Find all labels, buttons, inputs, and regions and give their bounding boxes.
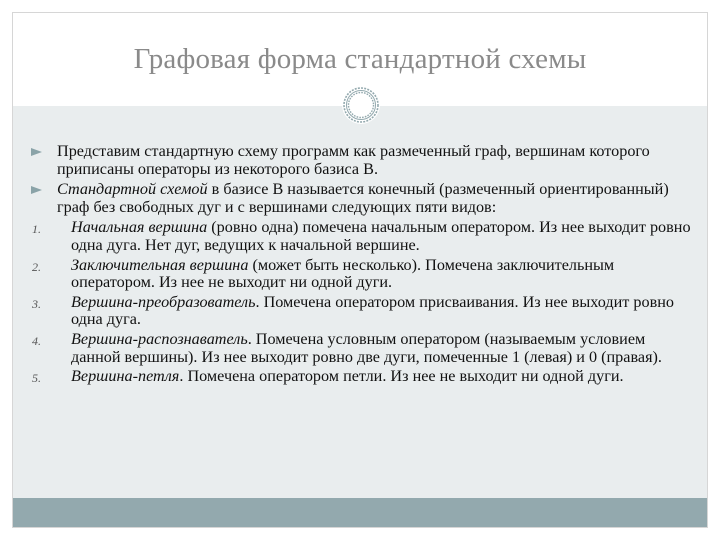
item-text: . Помечена оператором петли. Из нее не выходит ни одной дуги. (179, 367, 624, 386)
item-term: Вершина-распознаватель (71, 329, 248, 348)
item-number: 2. (32, 259, 41, 274)
bullet-item (27, 181, 695, 216)
numbered-item (27, 257, 695, 292)
bullet-icon (31, 186, 42, 194)
item-term: Вершина-преобразователь (71, 292, 256, 311)
numbered-item (27, 368, 695, 386)
item-text: . Помечена условным оператором (называемым условием данной вершины). Из нее выходит ровно две дуги, помеченные 1 (левая) и 0 (правая). (71, 329, 662, 366)
bullet-icon (31, 148, 42, 156)
item-number: 4. (32, 333, 41, 348)
item-term: Вершина-петля (71, 367, 180, 386)
item-text: (ровно одна) помечена начальным оператором. Из нее выходит ровно одна дуга. Нет дуг, ведущих к начальной вершине. (71, 218, 691, 254)
numbered-item (27, 294, 695, 329)
circle-ornament-icon (341, 85, 381, 125)
item-text: . Помечена оператором присваивания. Из нее выходит ровно одна дуга. (71, 292, 675, 329)
bullet-item (27, 143, 695, 178)
numbered-item (27, 219, 695, 254)
item-number: 3. (32, 296, 41, 311)
numbered-item (27, 331, 695, 366)
bottom-bar (13, 498, 707, 527)
item-number: 5. (32, 371, 41, 386)
bullet-text: в базисе B называется конечный (размеченный ориентированный) граф без свободных дуг и с вершинами следующих пяти видов: (57, 180, 669, 216)
slide-title: Графовая форма стандартной схемы (133, 43, 587, 75)
item-number: 1. (32, 222, 41, 237)
bullet-emphasis: Стандартной схемой (57, 180, 208, 199)
item-text: (может быть несколько). Помечена заключительным оператором. Из нее не выходит ни одной дуги. (71, 255, 615, 292)
item-term: Заключительная вершина (71, 255, 249, 274)
slide-body (27, 143, 695, 388)
bullet-text: Представим стандартную схему программ как размеченный граф, вершинам которого приписаны операторы из некоторого базиса B. (57, 142, 650, 178)
slide (12, 12, 708, 528)
item-term: Начальная вершина (71, 218, 208, 237)
